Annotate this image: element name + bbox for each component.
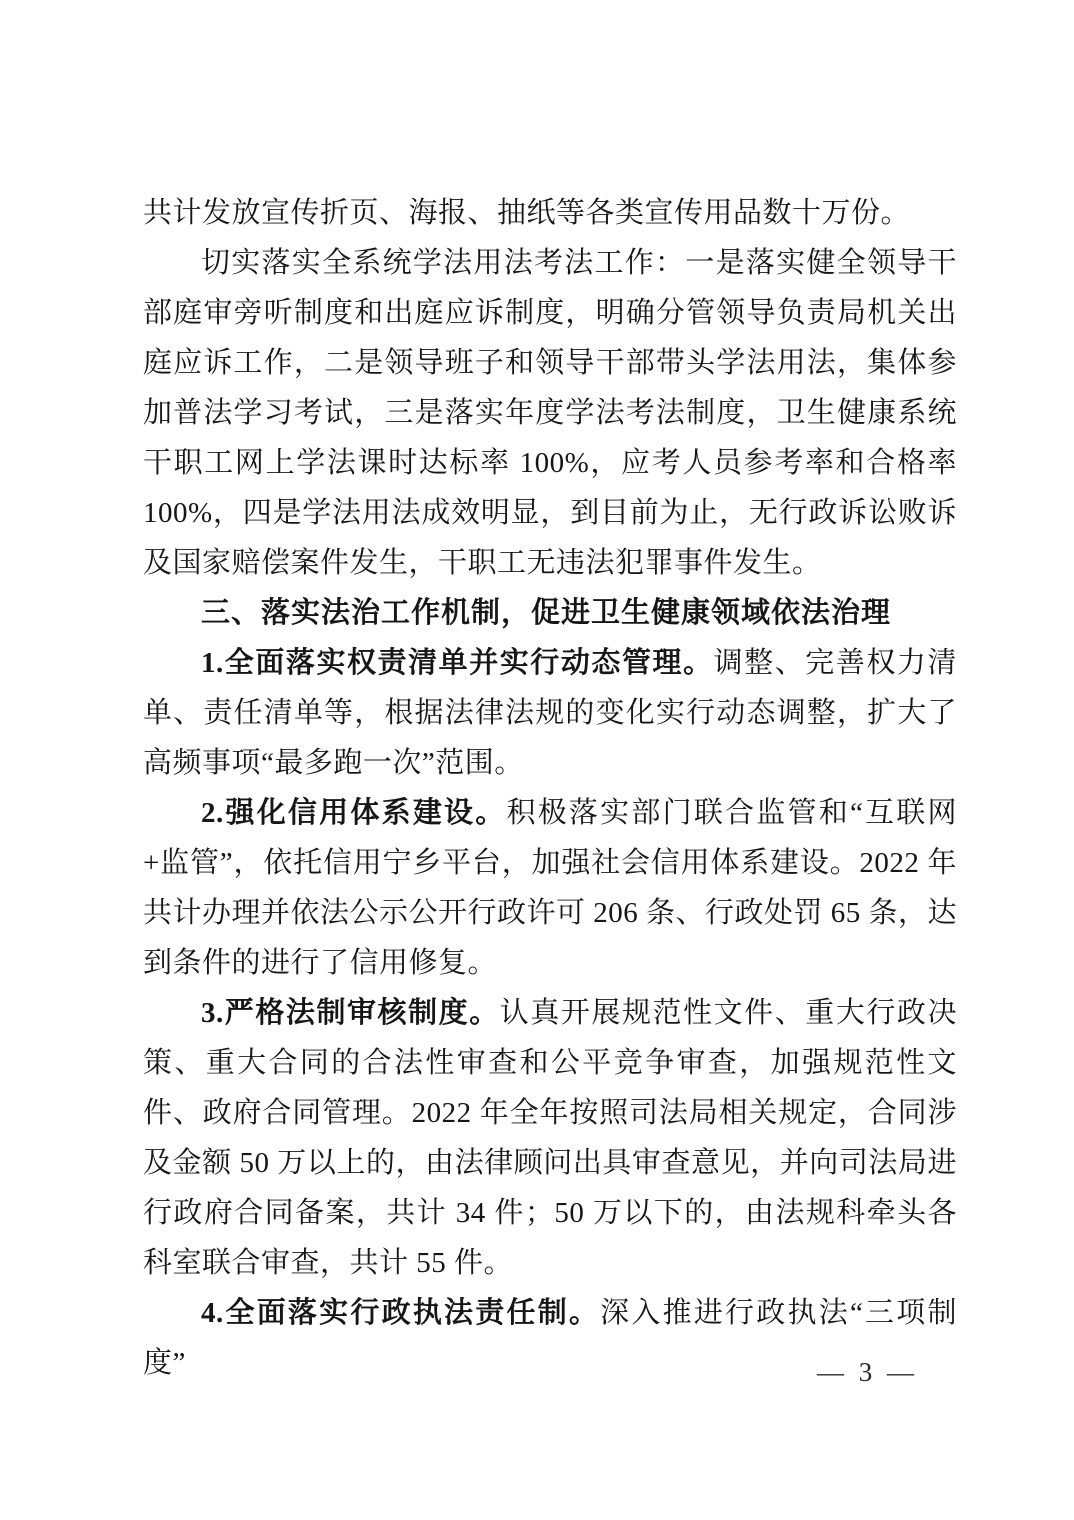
numbered-item-2 <box>143 788 957 988</box>
numbered-item-3-lead: 3.严格法制审核制度。 <box>201 997 500 1029</box>
numbered-item-1-text: 调整、完善权力清单、责任清单等，根据法律法规的变化实行动态调整，扩大了高频事项“最多跑一次”范围。 <box>143 647 957 779</box>
numbered-item-3-text: 认真开展规范性文件、重大行政决策、重大合同的合法性审查和公平竞争审查，加强规范性文件、政府合同管理。2022 年全年按照司法局相关规定，合同涉及金额 50 万以上的，由法律顾问出具审查意见，并向司法局进行政府合同备案，共计 34 件；50 万以下的，由法规科牵头各科室联合审查，共计 55 件。 <box>143 997 957 1279</box>
paragraph-continuation: 共计发放宣传折页、海报、抽纸等各类宣传用品数十万份。 <box>143 197 911 229</box>
paragraph-xuefa-work: 切实落实全系统学法用法考法工作：一是落实健全领导干部庭审旁听制度和出庭应诉制度，明确分管领导负责局机关出庭应诉工作，二是领导班子和领导干部带头学法用法，集体参加普法学习考试，三是落实年度学法考法制度，卫生健康系统干职工网上学法课时达标率 100%，应考人员参考率和合格率 100%，四是学法用法成效明显，到目前为止，无行政诉讼败诉及国家赔偿案件发生，干职工无违法犯罪事件发生。 <box>143 247 957 579</box>
section-heading-3: 三、落实法治工作机制，促进卫生健康领域依法治理 <box>201 597 892 629</box>
numbered-item-1-lead: 1.全面落实权责清单并实行动态管理。 <box>201 647 714 679</box>
document-content <box>143 188 957 1388</box>
numbered-item-1 <box>143 638 957 788</box>
numbered-item-4-lead: 4.全面落实行政执法责任制。 <box>201 1297 601 1329</box>
numbered-item-2-text: 积极落实部门联合监管和“互联网+监管”，依托信用宁乡平台，加强社会信用体系建设。2022 年共计办理并依法公示公开行政许可 206 条、行政处罚 65 条，达到条件的进行了信用修复。 <box>143 797 958 979</box>
numbered-item-2-lead: 2.强化信用体系建设。 <box>201 797 507 829</box>
numbered-item-4-text: 深入推进行政执法“三项制度” <box>143 1297 957 1379</box>
page-number: — 3 — <box>817 1357 914 1387</box>
numbered-item-3 <box>143 988 957 1288</box>
